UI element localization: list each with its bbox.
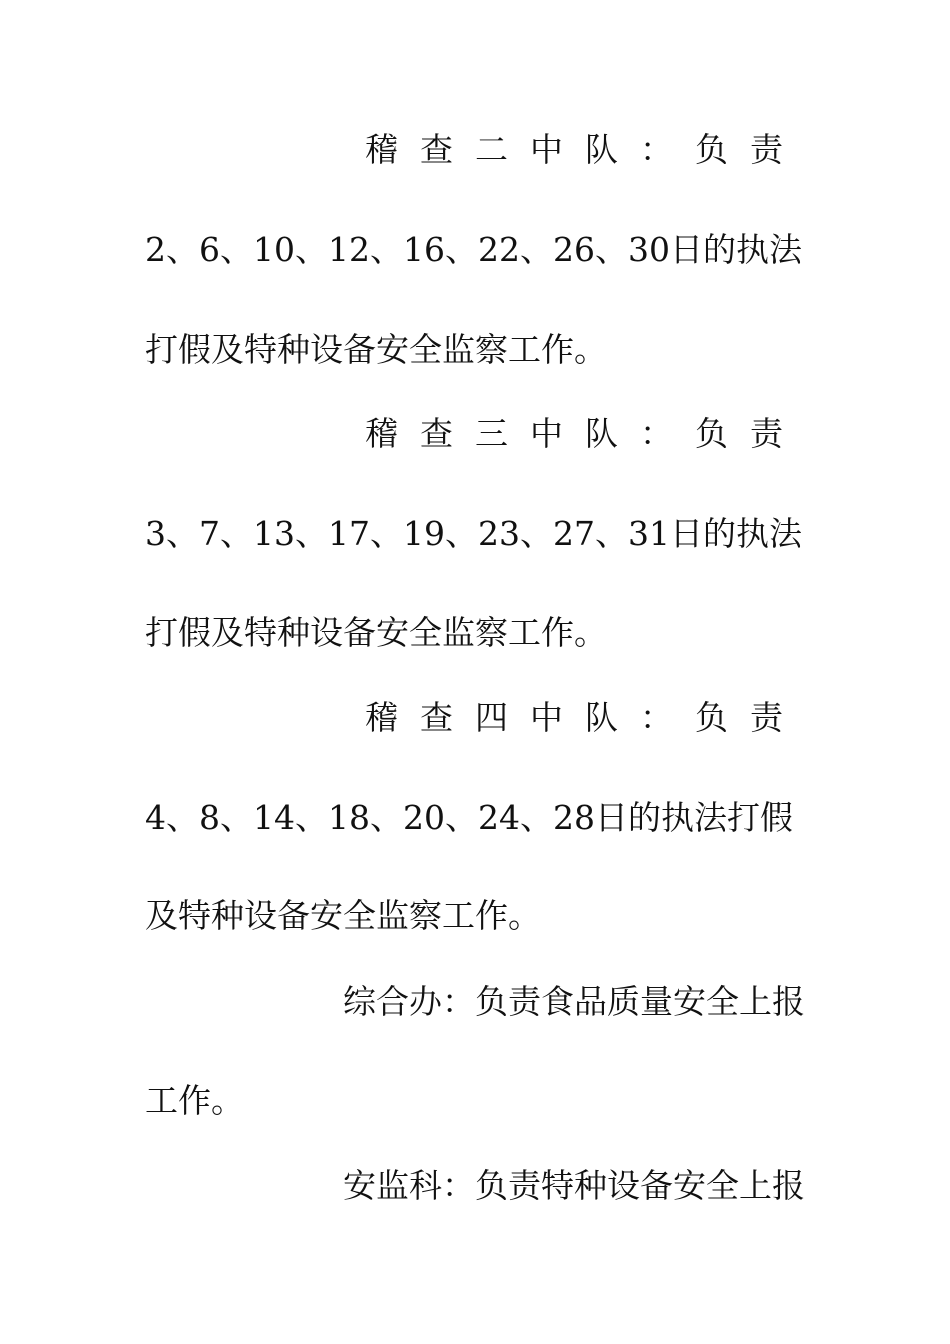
paragraph-days-team-4: 4、8、14、18、20、24、28日的执法打假	[145, 798, 793, 837]
paragraph-tail-team-2: 打假及特种设备安全监察工作。	[145, 330, 607, 369]
paragraph-tail-general-office: 工作。	[145, 1081, 244, 1120]
paragraph-heading-general-office: 综合办：负责食品质量安全上报	[343, 982, 805, 1021]
paragraph-heading-team-4: 稽查四中队：负责	[365, 698, 805, 737]
paragraph-heading-safety-section: 安监科：负责特种设备安全上报	[343, 1166, 805, 1205]
paragraph-tail-team-3: 打假及特种设备安全监察工作。	[145, 613, 607, 652]
paragraph-days-team-2: 2、6、10、12、16、22、26、30日的执法	[145, 230, 802, 269]
paragraph-heading-team-2: 稽查二中队：负责	[365, 130, 805, 169]
paragraph-days-team-3: 3、7、13、17、19、23、27、31日的执法	[145, 514, 802, 553]
paragraph-tail-team-4: 及特种设备安全监察工作。	[145, 896, 541, 935]
paragraph-heading-team-3: 稽查三中队：负责	[365, 414, 805, 453]
